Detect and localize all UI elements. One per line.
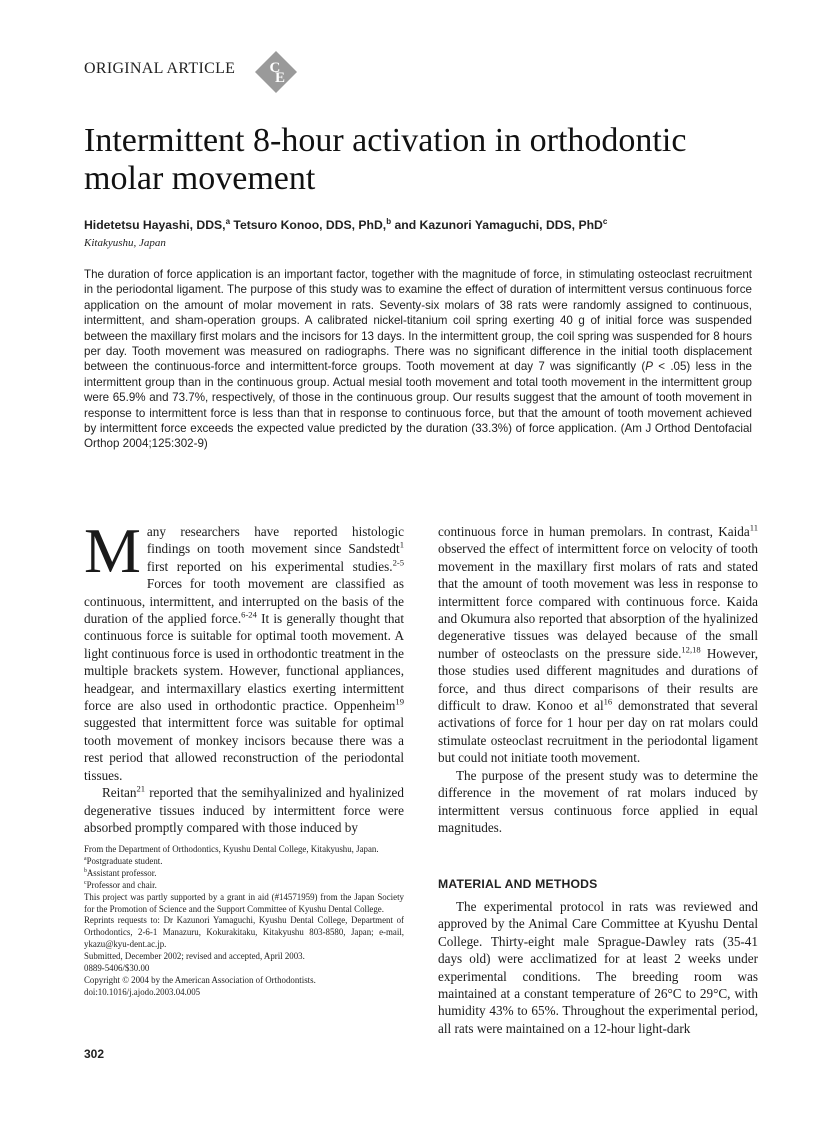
- footnote-grant: This project was partly supported by a grant in aid (#14571959) from the Japan Society for the Promotion of Science and the Support Committee of Kyushu Dental College.: [84, 891, 404, 914]
- author-yamaguchi: and Kazunori Yamaguchi, DDS, PhD: [391, 218, 603, 232]
- footnote-issn: 0889-5406/$30.00: [84, 963, 150, 974]
- ce-logo-e: E: [275, 70, 286, 86]
- footnote-c: $^c$Professor and chair.: [84, 879, 157, 890]
- section-label: ORIGINAL ARTICLE: [84, 60, 236, 77]
- footnote-a: $^a$Postgraduate student.: [84, 855, 163, 866]
- footnote-affiliation: From the Department of Orthodontics, Kyushu Dental College, Kitakyushu, Japan.: [84, 844, 379, 854]
- intro-paragraph-4: The purpose of the present study was to determine the difference in the movement of rat molars induced by intermittent versus continuous force applied in equal magnitudes.: [438, 767, 758, 835]
- body-column-right: [438, 523, 758, 836]
- ce-logo-c: C: [269, 60, 281, 76]
- drop-cap: M: [84, 515, 141, 586]
- abstract: The duration of force application is an important factor, together with the magnitude of force, in stimulating osteoclast recruitment in the periodontal ligament. The purpose of this study was to examine the effect of duration of intermittent versus continuous force application on the amount of molar movement in rats. Seventy-six molars of 38 rats were randomly assigned to continuous, intermittent, and sham-operation groups. A calibrated nickel-titanium coil spring exerting 40 g of initial force was suspended between the maxillary first molars and the incisors for 13 days. In the intermittent group, the coil spring was suspended for 8 hours per day. Tooth movement was measured on radiographs. There was no significant difference in the initial tooth displacement between the continuous-force and intermittent-force groups. Tooth movement at day 7 was significantly (P < .05) less in the intermittent group than in the continuous group. Actual mesial tooth movement and total tooth movement in the intermittent group were 65.9% and 73.7%, respectively, of those in the continuous group. Our results suggest that the amount of tooth movement in response to intermittent force is less than that in response to continuous force, but that the amount of tooth movement achieved by intermittent force exceeds the expected value predicted by the duration (33.3%) of force application. (Am J Orthod Dentofacial Orthop 2004;125:302-9): [84, 268, 752, 451]
- intro-paragraph-1: Many researchers have reported histologic findings on tooth movement since Sandstedt$^1$ first reported on his experimental studies.$^{2-5}$ Forces for tooth movement are classified as continuous, intermittent, and interrupted on the basis of the duration of the applied force.$^{6-24}$ It is generally thought that continuous force is suitable for optimal tooth movement. A light continuous force is used in orthodontic treatment in the multiple brackets system. However, functional appliances, headgear, and intermaxillary elastics exerting intermittent force are also used in orthodontic practice. Oppenheim$^{19}$ suggested that intermittent force was suitable for optimal tooth movement of monkey incisors because there was a rest period that allowed reconstruction of the periodontal tissues.: [84, 515, 405, 783]
- footnotes: [84, 843, 404, 999]
- footnote-submitted: Submitted, December 2002; revised and accepted, April 2003.: [84, 951, 305, 962]
- page-number: 302: [84, 1047, 105, 1061]
- footnote-reprints: Reprints requests to: Dr Kazunori Yamaguchi, Kyushu Dental College, Department of Orthodontics, 2-6-1 Manazuru, Kokurakitaku, Kitakyushu 803-8580, Japan; e-mail, ykazu@kyu-dent.ac.jp.: [84, 915, 404, 950]
- methods-heading: MATERIAL AND METHODS: [438, 877, 598, 891]
- author-konoo: Tetsuro Konoo, DDS, PhD,: [230, 218, 387, 232]
- author-list: Hidetetsu Hayashi, DDS,$^a$ Tetsuro Konoo, DDS, PhD,$^b$ and Kazunori Yamaguchi, DDS, PhD$^c$: [84, 216, 608, 232]
- author-hayashi: Hidetetsu Hayashi, DDS,: [84, 218, 226, 232]
- intro-paragraph-3: continuous force in human premolars. In contrast, Kaida$^{11}$ observed the effect of intermittent force on velocity of tooth movement in the maxillary first molars of rats and stated that the amount of tooth movement was less in response to intermittent force compared with continuous force. Kaida and Okumura also reported that absorption of the hyalinized degenerative tissues was delayed because of the small number of osteoclasts on the pressure side.$^{12,18}$ However, those studies used different magnitudes and durations of force, and thus direct comparisons of their results are difficult to draw. Konoo et $al^{16}$ demonstrated that several activations of force for 1 hour per day on rat molars could stimulate osteoclast recruitment in the periodontal ligament but could not initiate tooth movement.: [438, 522, 759, 766]
- author-location: Kitakyushu, Japan: [84, 237, 166, 249]
- methods-paragraph-1: The experimental protocol in rats was reviewed and approved by the Animal Care Committee at Kyushu Dental College. Thirty-eight male Sprague-Dawley rats (35-41 days old) were acclimatized for at least 2 weeks under experimental conditions. The breeding room was maintained at a constant temperature of 26°C to 29°C, with humidity 43% to 65%. Throughout the experimental period, all rats were maintained on a 12-hour light-dark: [438, 899, 758, 1036]
- methods-section: [438, 898, 758, 1037]
- footnote-b: $^b$Assistant professor.: [84, 867, 157, 878]
- footnote-copyright: Copyright © 2004 by the American Association of Orthodontists.: [84, 974, 316, 985]
- footnote-doi: doi:10.1016/j.ajodo.2003.04.005: [84, 986, 201, 997]
- body-column-left: [84, 515, 405, 836]
- intro-paragraph-2: Reitan$^{21}$ reported that the semihyalinized and hyalinized degenerative tissues induced by intermittent force were absorbed promptly compared with those induced by: [84, 783, 404, 835]
- article-title: Intermittent 8-hour activation in orthodontic molar movement: [84, 122, 687, 197]
- ce-logo: [254, 50, 298, 94]
